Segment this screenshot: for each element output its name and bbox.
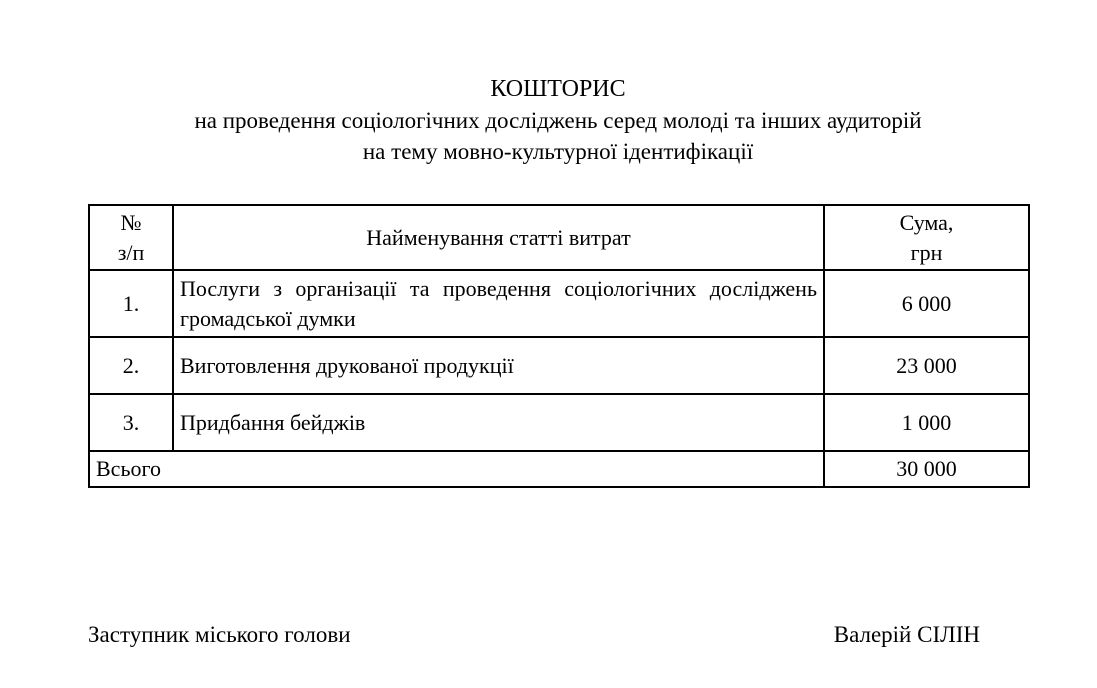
- total-sum: 30 000: [824, 451, 1029, 487]
- row-number: 3.: [89, 394, 173, 451]
- signature-position: Заступник міського голови: [88, 622, 351, 648]
- page-title: КОШТОРИС: [490, 76, 626, 102]
- row-expense-name: Придбання бейджів: [173, 394, 824, 451]
- header-cell-sum: [824, 205, 1029, 270]
- row-sum: 1 000: [824, 394, 1029, 451]
- row-sum: 6 000: [824, 270, 1029, 337]
- signature-row: [88, 622, 1028, 648]
- header-cell-name: Найменування статті витрат: [173, 205, 824, 270]
- header-sum-line2: грн: [910, 239, 943, 265]
- table-header-row: [89, 205, 1029, 270]
- row-expense-name: Виготовлення друкованої продукції: [173, 337, 824, 394]
- row-number: 2.: [89, 337, 173, 394]
- subtitle-line-1: на проведення соціологічних досліджень серед молоді та інших аудиторій: [194, 108, 922, 133]
- expense-table: [88, 204, 1030, 488]
- table-row: [89, 394, 1029, 451]
- table-row: [89, 270, 1029, 337]
- total-label: Всього: [89, 451, 824, 487]
- header-cell-number: [89, 205, 173, 270]
- row-number: 1.: [89, 270, 173, 337]
- subtitle-line-2: на тему мовно-культурної ідентифікації: [362, 139, 754, 164]
- row-sum: 23 000: [824, 337, 1029, 394]
- header-sum-line1: Сума,: [899, 210, 954, 235]
- table-total-row: [89, 451, 1029, 487]
- title-block: [88, 74, 1028, 167]
- document-page: [88, 0, 1028, 648]
- row-expense-name: Послуги з організації та проведення соціологічних досліджень громадської думки: [173, 270, 824, 337]
- header-number-line1: №: [120, 210, 142, 235]
- header-number-line2: з/п: [117, 239, 145, 265]
- signature-name: Валерій СІЛІН: [833, 622, 980, 648]
- table-row: [89, 337, 1029, 394]
